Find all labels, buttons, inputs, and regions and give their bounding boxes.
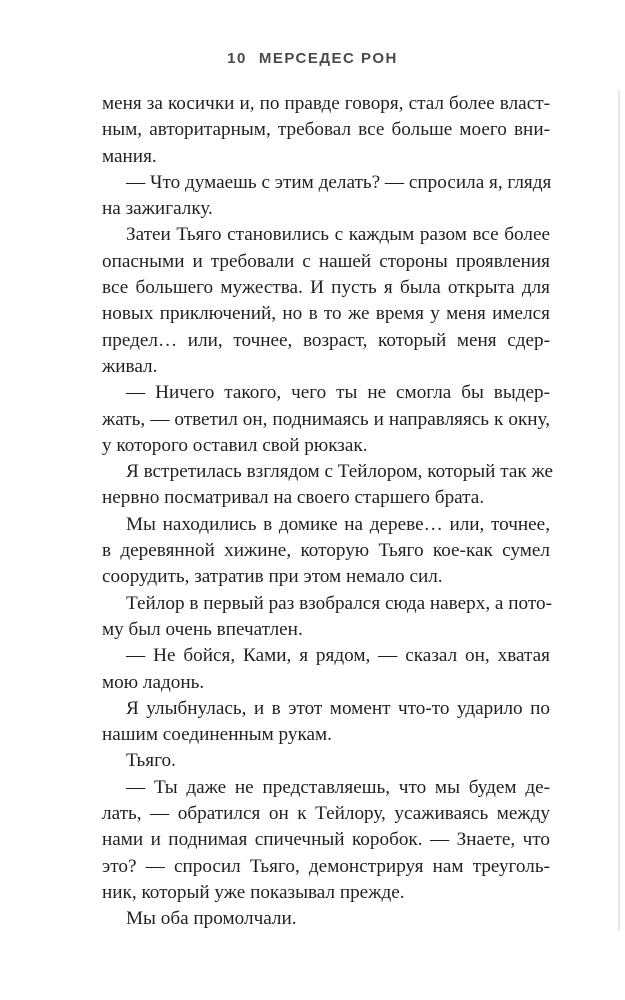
text-line: — Ты даже не представляешь, что мы будем де- [126,776,550,798]
text-line: Тейлор в первый раз взобрался сюда наверх, а пото- [126,592,552,614]
page-edge-rule [618,90,620,930]
text-line: это? — спросил Тьяго, демонстрируя нам треуголь- [102,855,550,877]
text-line: живал. [102,355,158,377]
text-line: на зажигалку. [102,198,213,220]
text-line: ник, который уже показывал прежде. [102,881,405,903]
text-line: лать, — обратился он к Тейлору, усаживаясь между [102,803,550,825]
text-line: соорудить, затратив при этом немало сил. [102,566,443,588]
text-line: меня за косички и, по правде говоря, стал более власт- [102,93,550,114]
body-text [102,91,554,933]
text-line: ным, авторитарным, требовал все больше моего вни- [102,119,550,141]
author-name: МЕРСЕДЕС РОН [258,50,398,67]
text-line: Я улыбнулась, и в этот момент что-то ударило по [126,697,550,719]
text-line: опасными и требовали с нашей стороны проявления [102,250,550,272]
text-line: — Не бойся, Ками, я рядом, — сказал он, хватая [126,645,550,667]
text-line: мания. [102,145,157,167]
text-line: Мы оба промолчали. [126,908,297,930]
text-line: — Ничего такого, чего ты не смогла бы выдер- [126,382,550,404]
text-line: в деревянной хижине, которую Тьяго кое-как сумел [102,540,550,562]
text-line: жать, — ответил он, поднимаясь и направляясь к окну, [102,408,550,430]
text-line: предел… или, точнее, возраст, который меня сдер- [102,329,550,351]
text-line: нервно посматривал на своего старшего брата. [102,487,485,509]
text-line: Мы находились в домике на дереве… или, точнее, [126,513,550,535]
page-number: 10 [227,50,247,67]
text-line: му был очень впечатлен. [102,618,303,640]
text-line: Я встретилась взглядом с Тейлором, который так же [126,461,554,483]
text-line: Тьяго. [126,750,176,772]
text-line: новых приключений, но в то же время у меня имелся [102,303,550,325]
text-line: у которого оставил свой рюкзак. [102,434,368,456]
running-header [0,50,625,67]
text-line: мою ладонь. [102,671,205,693]
text-line: все большего мужества. И пусть я была открыта для [102,277,550,299]
text-line: — Что думаешь с этим делать? — спросила я, глядя [126,171,552,193]
text-line: нашим соединенным рукам. [102,724,332,746]
text-line: Затеи Тьяго становились с каждым разом все более [126,224,550,246]
text-line: нами и поднимая спичечный коробок. — Знаете, что [102,829,550,851]
